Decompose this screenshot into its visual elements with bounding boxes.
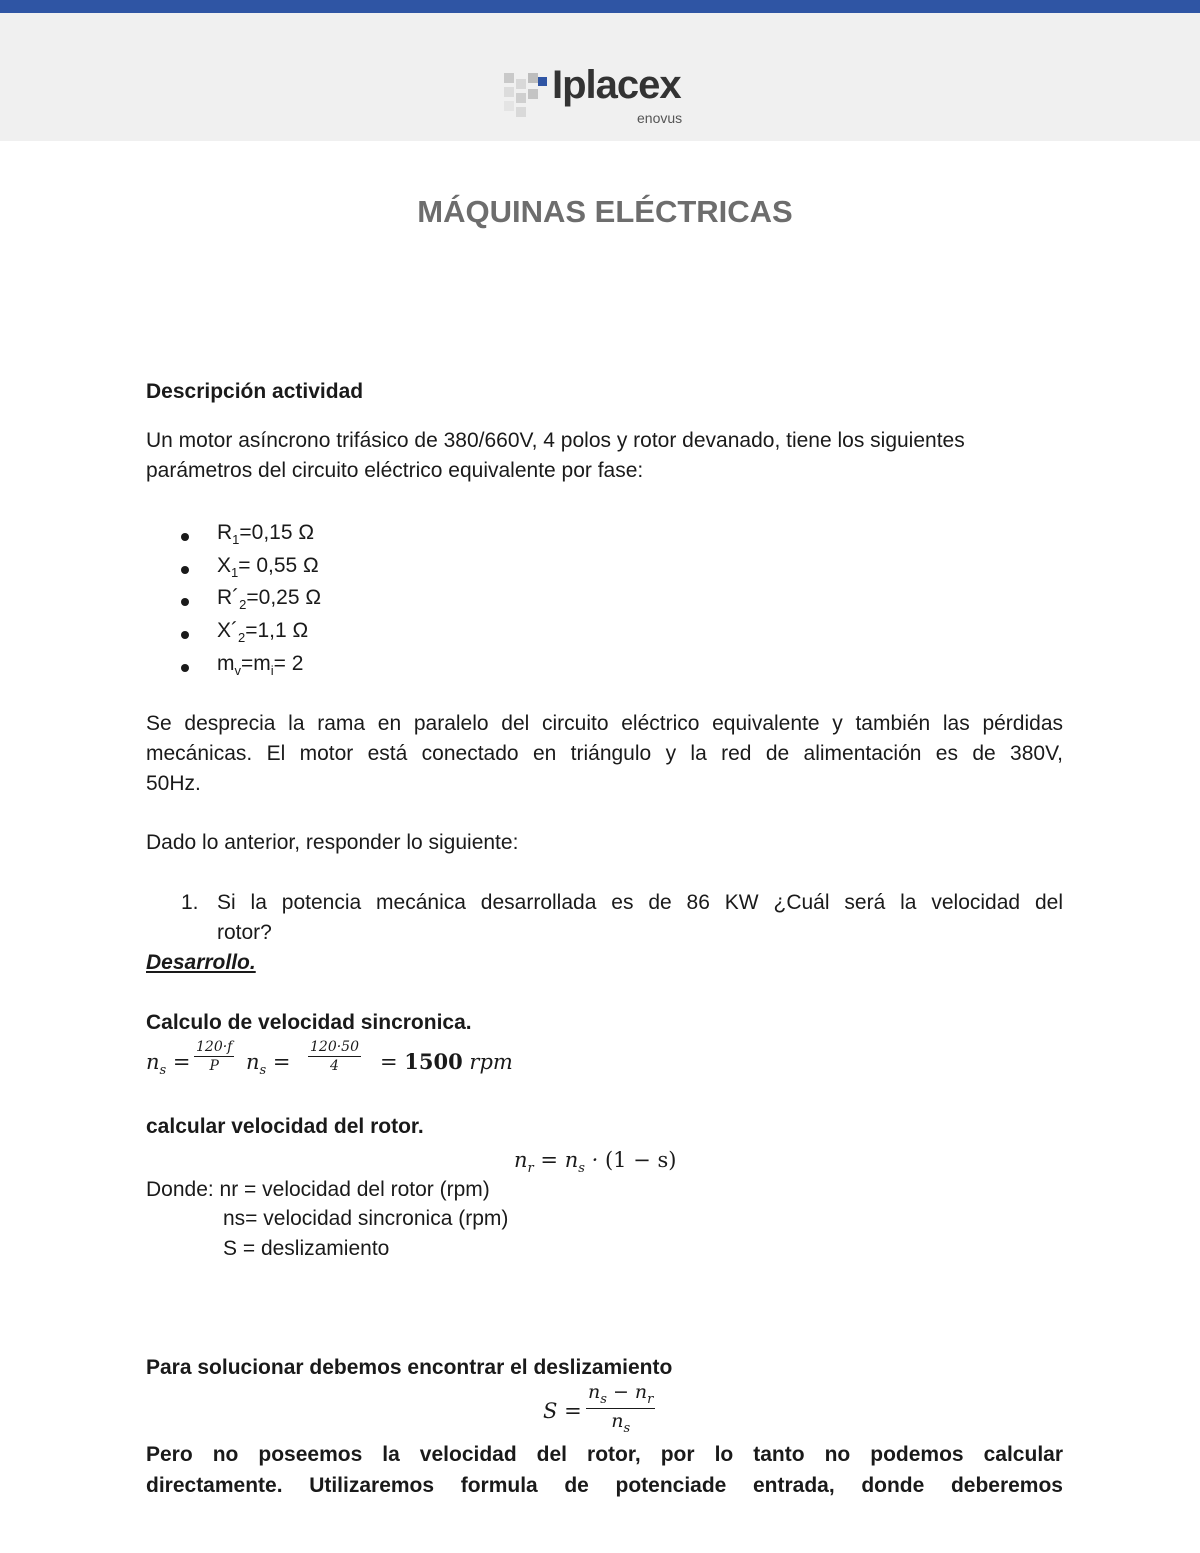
bullet-dot	[181, 566, 189, 574]
donde-line-2: ns= velocidad sincronica (rpm)	[223, 1207, 509, 1230]
equation-rotor-speed: $n_r = n_s \cdot (1 - s)$	[514, 1148, 677, 1177]
fraction: $\frac{n_s - n_r}{n_s}$	[588, 1381, 654, 1436]
prompt-text: Dado lo anterior, responder lo siguiente:	[146, 831, 519, 854]
intro-line-2: parámetros del circuito eléctrico equivalente por fase:	[146, 459, 644, 482]
param-item-r2: $R´_2=0,25$ Ω	[217, 586, 322, 613]
fraction: $\frac{120\cdot f}{P}$	[196, 1039, 233, 1074]
intro-line-1: Un motor asíncrono trifásico de 380/660V, 4 polos y rotor devanado, tiene los siguientes	[146, 429, 965, 452]
question-number: 1.	[181, 891, 199, 914]
para2-line-3: 50Hz.	[146, 772, 201, 795]
param-item-m: $m_v=m_i= 2$	[217, 652, 304, 679]
document-title: MÁQUINAS ELÉCTRICAS	[417, 194, 793, 229]
para2-line-2: mecánicas. El motor está conectado en triángulo y la red de alimentación es de 380V,	[146, 742, 1063, 765]
param-item-x1: $X_1= 0,55$ Ω	[217, 554, 319, 581]
donde-line-3: S = deslizamiento	[223, 1237, 390, 1260]
calc-sync-heading: Calculo de velocidad sincronica.	[146, 1011, 472, 1034]
param-item-r1: $R_1=0,15$ Ω	[217, 521, 315, 548]
brand-name: Iplacex	[552, 63, 681, 107]
question-line-2: rotor?	[217, 921, 272, 944]
top-accent-bar	[0, 0, 1200, 13]
final-line-2: directamente. Utilizaremos formula de potenciade entrada, donde deberemos	[146, 1474, 1063, 1497]
bullet-dot	[181, 598, 189, 606]
bullet-dot	[181, 664, 189, 672]
bullet-dot	[181, 533, 189, 541]
question-line-1: Si la potencia mecánica desarrollada es de 86 KW ¿Cuál será la velocidad del	[217, 891, 1063, 914]
logo-squares-icon	[504, 73, 550, 119]
param-item-x2: $X´_2=1,1$ Ω	[217, 619, 309, 646]
donde-line-1: Donde: nr = velocidad del rotor (rpm)	[146, 1178, 490, 1201]
desarrollo-heading: Desarrollo.	[146, 951, 256, 974]
brand-sub: enovus	[637, 110, 683, 126]
para2-line-1: Se desprecia la rama en paralelo del circuito eléctrico equivalente y también las pérdidas	[146, 712, 1063, 735]
fraction: $\frac{120\cdot 50}{4}$	[310, 1039, 359, 1074]
calc-rotor-heading: calcular velocidad del rotor.	[146, 1115, 424, 1138]
section-heading: Descripción actividad	[146, 380, 364, 403]
bullet-dot	[181, 631, 189, 639]
brand-logo	[504, 63, 704, 131]
final-line-1: Pero no poseemos la velocidad del rotor, por lo tanto no podemos calcular	[146, 1443, 1063, 1466]
slip-heading: Para solucionar debemos encontrar el deslizamiento	[146, 1356, 673, 1379]
header-banner	[0, 13, 1200, 141]
